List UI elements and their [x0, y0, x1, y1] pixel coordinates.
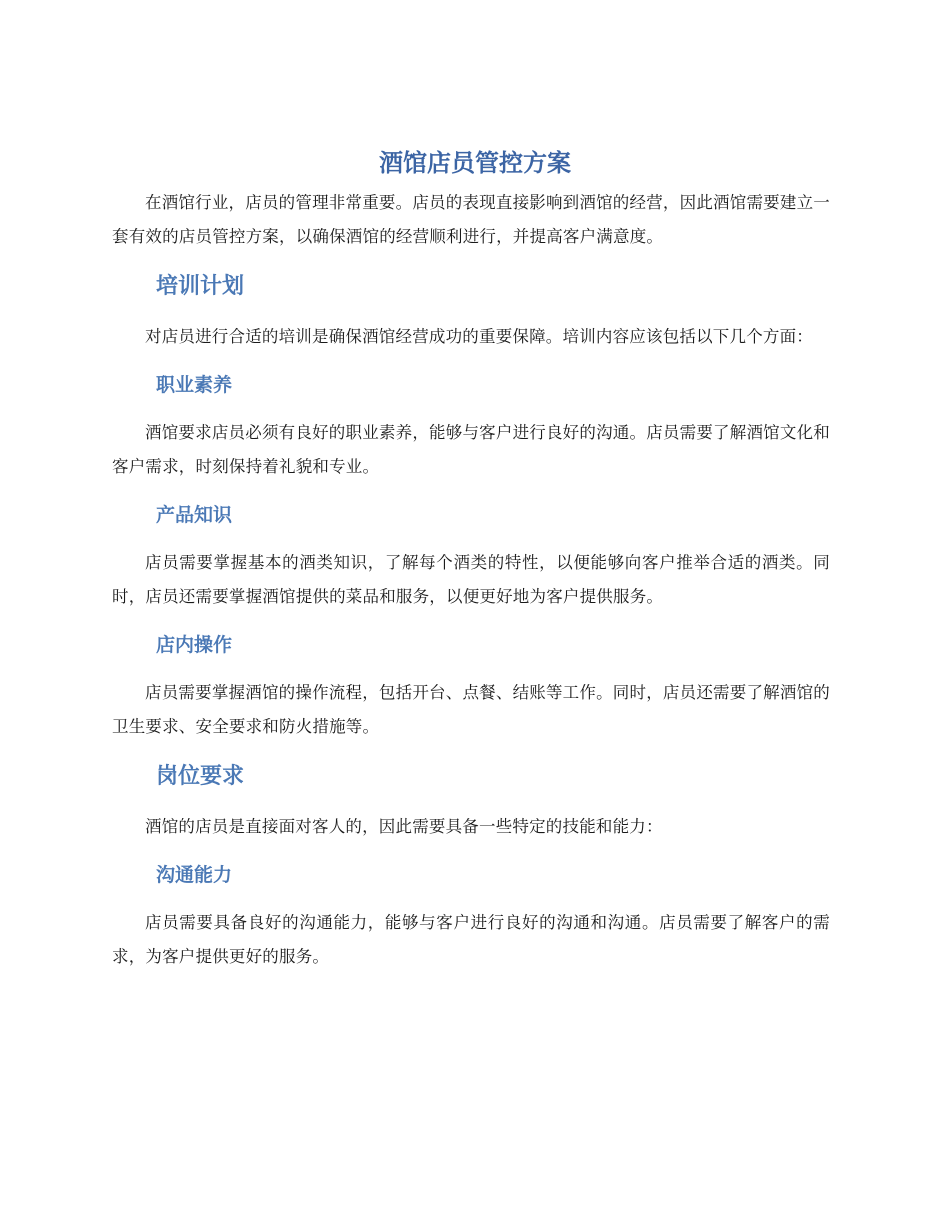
document-body [112, 186, 830, 974]
subsection-professional [112, 370, 830, 484]
subsection-heading-communication: 沟通能力 [156, 864, 233, 886]
operation-paragraph: 店员需要掌握酒馆的操作流程，包括开台、点餐、结账等工作。同时，店员还需要了解酒馆的卫生要求、安全要求和防火措施等。 [112, 683, 830, 736]
subsection-heading-professional: 职业素养 [156, 374, 233, 396]
subsection-heading-product: 产品知识 [156, 504, 233, 526]
intro-paragraph: 在酒馆行业，店员的管理非常重要。店员的表现直接影响到酒馆的经营，因此酒馆需要建立一套有效的店员管控方案，以确保酒馆的经营顺利进行，并提高客户满意度。 [112, 193, 830, 246]
subsection-heading-operation: 店内操作 [156, 634, 233, 656]
communication-paragraph: 店员需要具备良好的沟通能力，能够与客户进行良好的沟通和沟通。店员需要了解客户的需求，为客户提供更好的服务。 [112, 913, 830, 966]
section-heading-requirements: 岗位要求 [156, 764, 245, 789]
requirements-paragraph: 酒馆的店员是直接面对客人的，因此需要具备一些特定的技能和能力： [145, 817, 663, 836]
subsection-operation [112, 630, 830, 744]
product-paragraph: 店员需要掌握基本的酒类知识，了解每个酒类的特性，以便能够向客户推举合适的酒类。同时，店员还需要掌握酒馆提供的菜品和服务，以便更好地为客户提供服务。 [112, 553, 830, 606]
document-title: 酒馆店员管控方案 [379, 149, 571, 177]
subsection-communication [112, 860, 830, 974]
section-heading-training: 培训计划 [156, 274, 245, 299]
subsection-product [112, 500, 830, 614]
professional-paragraph: 酒馆要求店员必须有良好的职业素养，能够与客户进行良好的沟通。店员需要了解酒馆文化和客户需求，时刻保持着礼貌和专业。 [112, 423, 830, 476]
training-paragraph: 对店员进行合适的培训是确保酒馆经营成功的重要保障。培训内容应该包括以下几个方面： [145, 327, 813, 346]
section-requirements [112, 760, 830, 974]
section-training [112, 270, 830, 744]
